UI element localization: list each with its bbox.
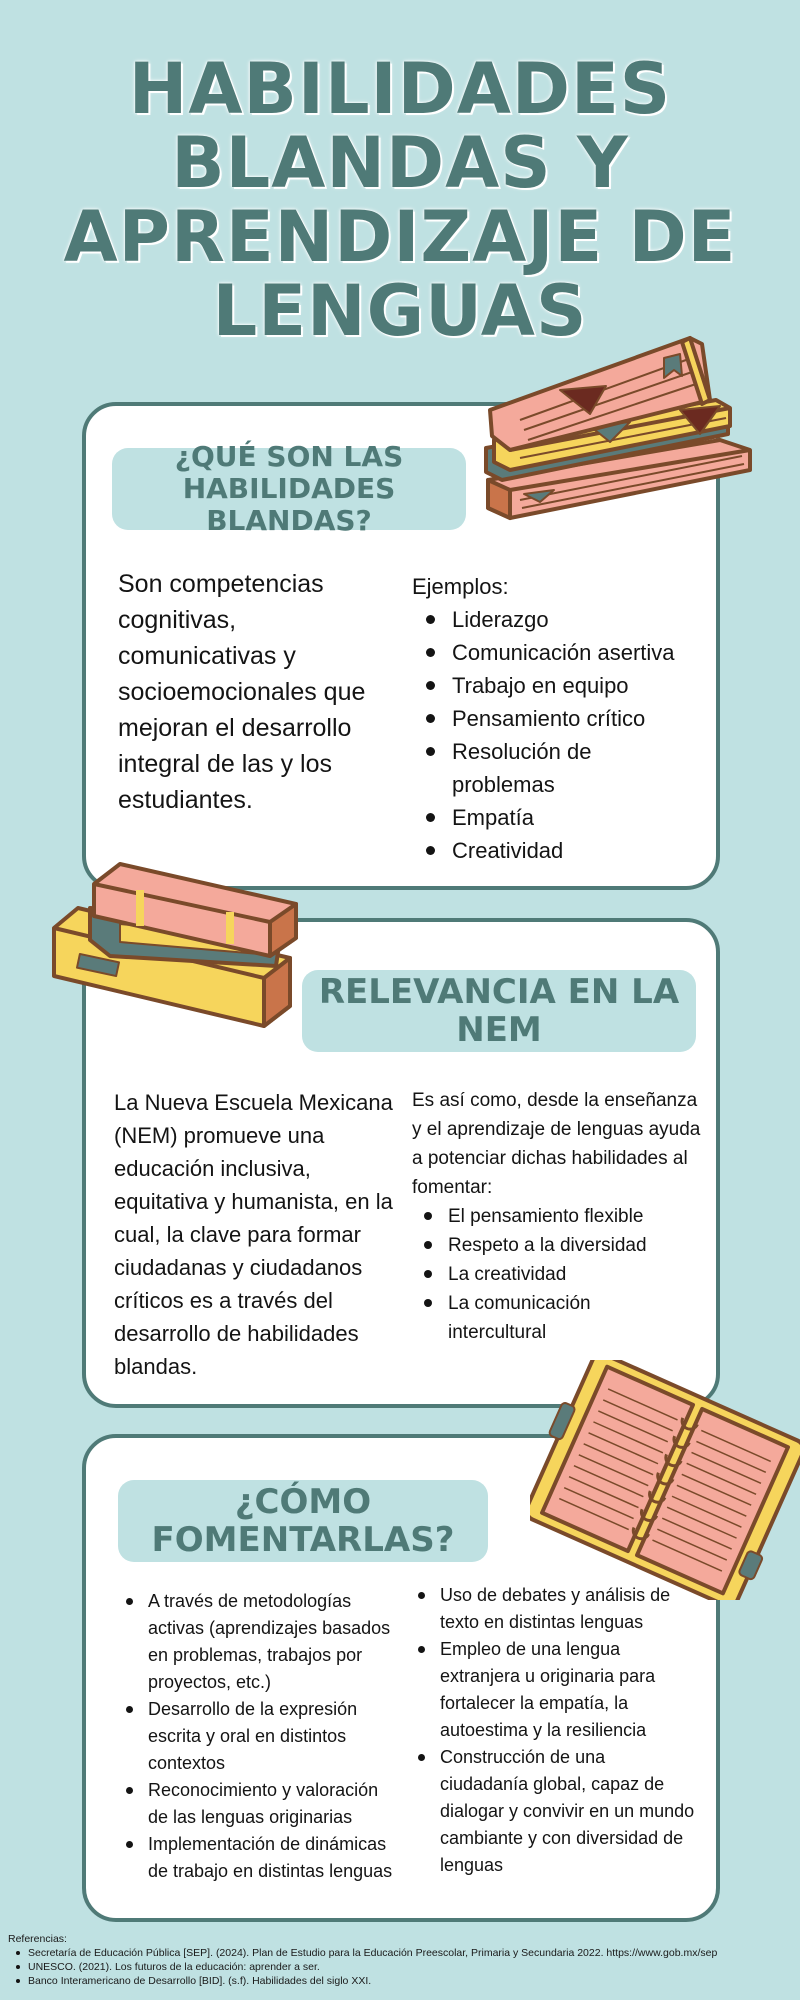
section3-heading-line1: ¿CÓMO — [234, 1482, 372, 1522]
section3-right-list — [406, 1582, 696, 1879]
section2-left-text: La Nueva Escuela Mexicana (NEM) promueve una educación inclusiva, equitativa y humanista, en la cual, la clave para formar ciudadanas y ciudadanos críticos es a través del desarrollo de habilidades blandas. — [114, 1090, 393, 1379]
list-item: Secretaría de Educación Pública [SEP]. (2024). Plan de Estudio para la Educación Preescolar, Primaria y Secundaria 2022. https://www.gob.mx/sep — [8, 1946, 792, 1960]
section2-right — [412, 1086, 702, 1347]
title-line-1: HABILIDADES — [128, 48, 672, 130]
section3-left-list — [114, 1588, 394, 1885]
section3-heading — [118, 1480, 488, 1562]
examples-label: Ejemplos: — [412, 574, 509, 599]
list-item: Reconocimiento y valoración de las lenguas originarias — [114, 1777, 394, 1831]
section2-heading — [302, 970, 696, 1052]
section1-definition: Son competencias cognitivas, comunicativas y socioemocionales que mejoran el desarrollo integral de las y los estudiantes. — [118, 570, 366, 814]
list-item: Pensamiento crítico — [412, 702, 712, 735]
section2-list — [412, 1202, 702, 1347]
references — [8, 1932, 792, 1988]
open-notebook-icon — [530, 1360, 800, 1600]
list-item: Resolución de problemas — [412, 735, 602, 801]
section3-heading-line2: FOMENTARLAS? — [151, 1520, 455, 1560]
list-item: UNESCO. (2021). Los futuros de la educación: aprender a ser. — [8, 1960, 792, 1974]
list-item: La comunicación intercultural — [412, 1289, 612, 1347]
title-line-4: LENGUAS — [212, 270, 588, 352]
section2-heading-line2: NEM — [456, 1010, 542, 1050]
section2-heading-line1: RELEVANCIA EN LA — [318, 972, 680, 1012]
title-line-2: BLANDAS Y — [171, 122, 629, 204]
list-item: Implementación de dinámicas de trabajo en distintas lenguas — [114, 1831, 394, 1885]
section1-heading-line2: HABILIDADES BLANDAS? — [182, 472, 396, 537]
list-item: Comunicación asertiva — [412, 636, 712, 669]
section1-heading — [112, 440, 466, 537]
list-item: Empleo de una lengua extranjera u originaria para fortalecer la empatía, la autoestima y la resiliencia — [406, 1636, 696, 1744]
book-stack-icon — [480, 330, 756, 530]
examples-list — [412, 603, 712, 867]
list-item: Construcción de una ciudadanía global, capaz de dialogar y convivir en un mundo cambiante y con diversidad de lenguas — [406, 1744, 696, 1879]
list-item: Desarrollo de la expresión escrita y oral en distintos contextos — [114, 1696, 394, 1777]
section1-examples — [412, 570, 712, 867]
list-item: La creatividad — [412, 1260, 702, 1289]
list-item: A través de metodologías activas (aprendizajes basados en problemas, trabajos por proyectos, etc.) — [114, 1588, 394, 1696]
list-item: Empatía — [412, 801, 712, 834]
list-item: El pensamiento flexible — [412, 1202, 702, 1231]
title-line-3: APRENDIZAJE DE — [63, 196, 737, 278]
list-item: Creatividad — [412, 834, 712, 867]
section1-heading-line1: ¿QUÉ SON LAS — [174, 440, 404, 473]
list-item: Banco Interamericano de Desarrollo [BID]. (s.f). Habilidades del siglo XXI. — [8, 1974, 792, 1988]
references-list — [8, 1946, 792, 1988]
references-label: Referencias: — [8, 1933, 67, 1945]
section3-left — [114, 1588, 394, 1885]
section2-intro: Es así como, desde la enseñanza y el aprendizaje de lenguas ayuda a potenciar dichas habilidades al fomentar: — [412, 1090, 701, 1198]
section3-right — [406, 1582, 696, 1879]
list-item: Trabajo en equipo — [412, 669, 712, 702]
book-stack-icon-2 — [50, 858, 304, 1034]
page-title — [40, 48, 760, 352]
list-item: Respeto a la diversidad — [412, 1231, 702, 1260]
list-item: Liderazgo — [412, 603, 712, 636]
list-item: Uso de debates y análisis de texto en distintas lenguas — [406, 1582, 696, 1636]
